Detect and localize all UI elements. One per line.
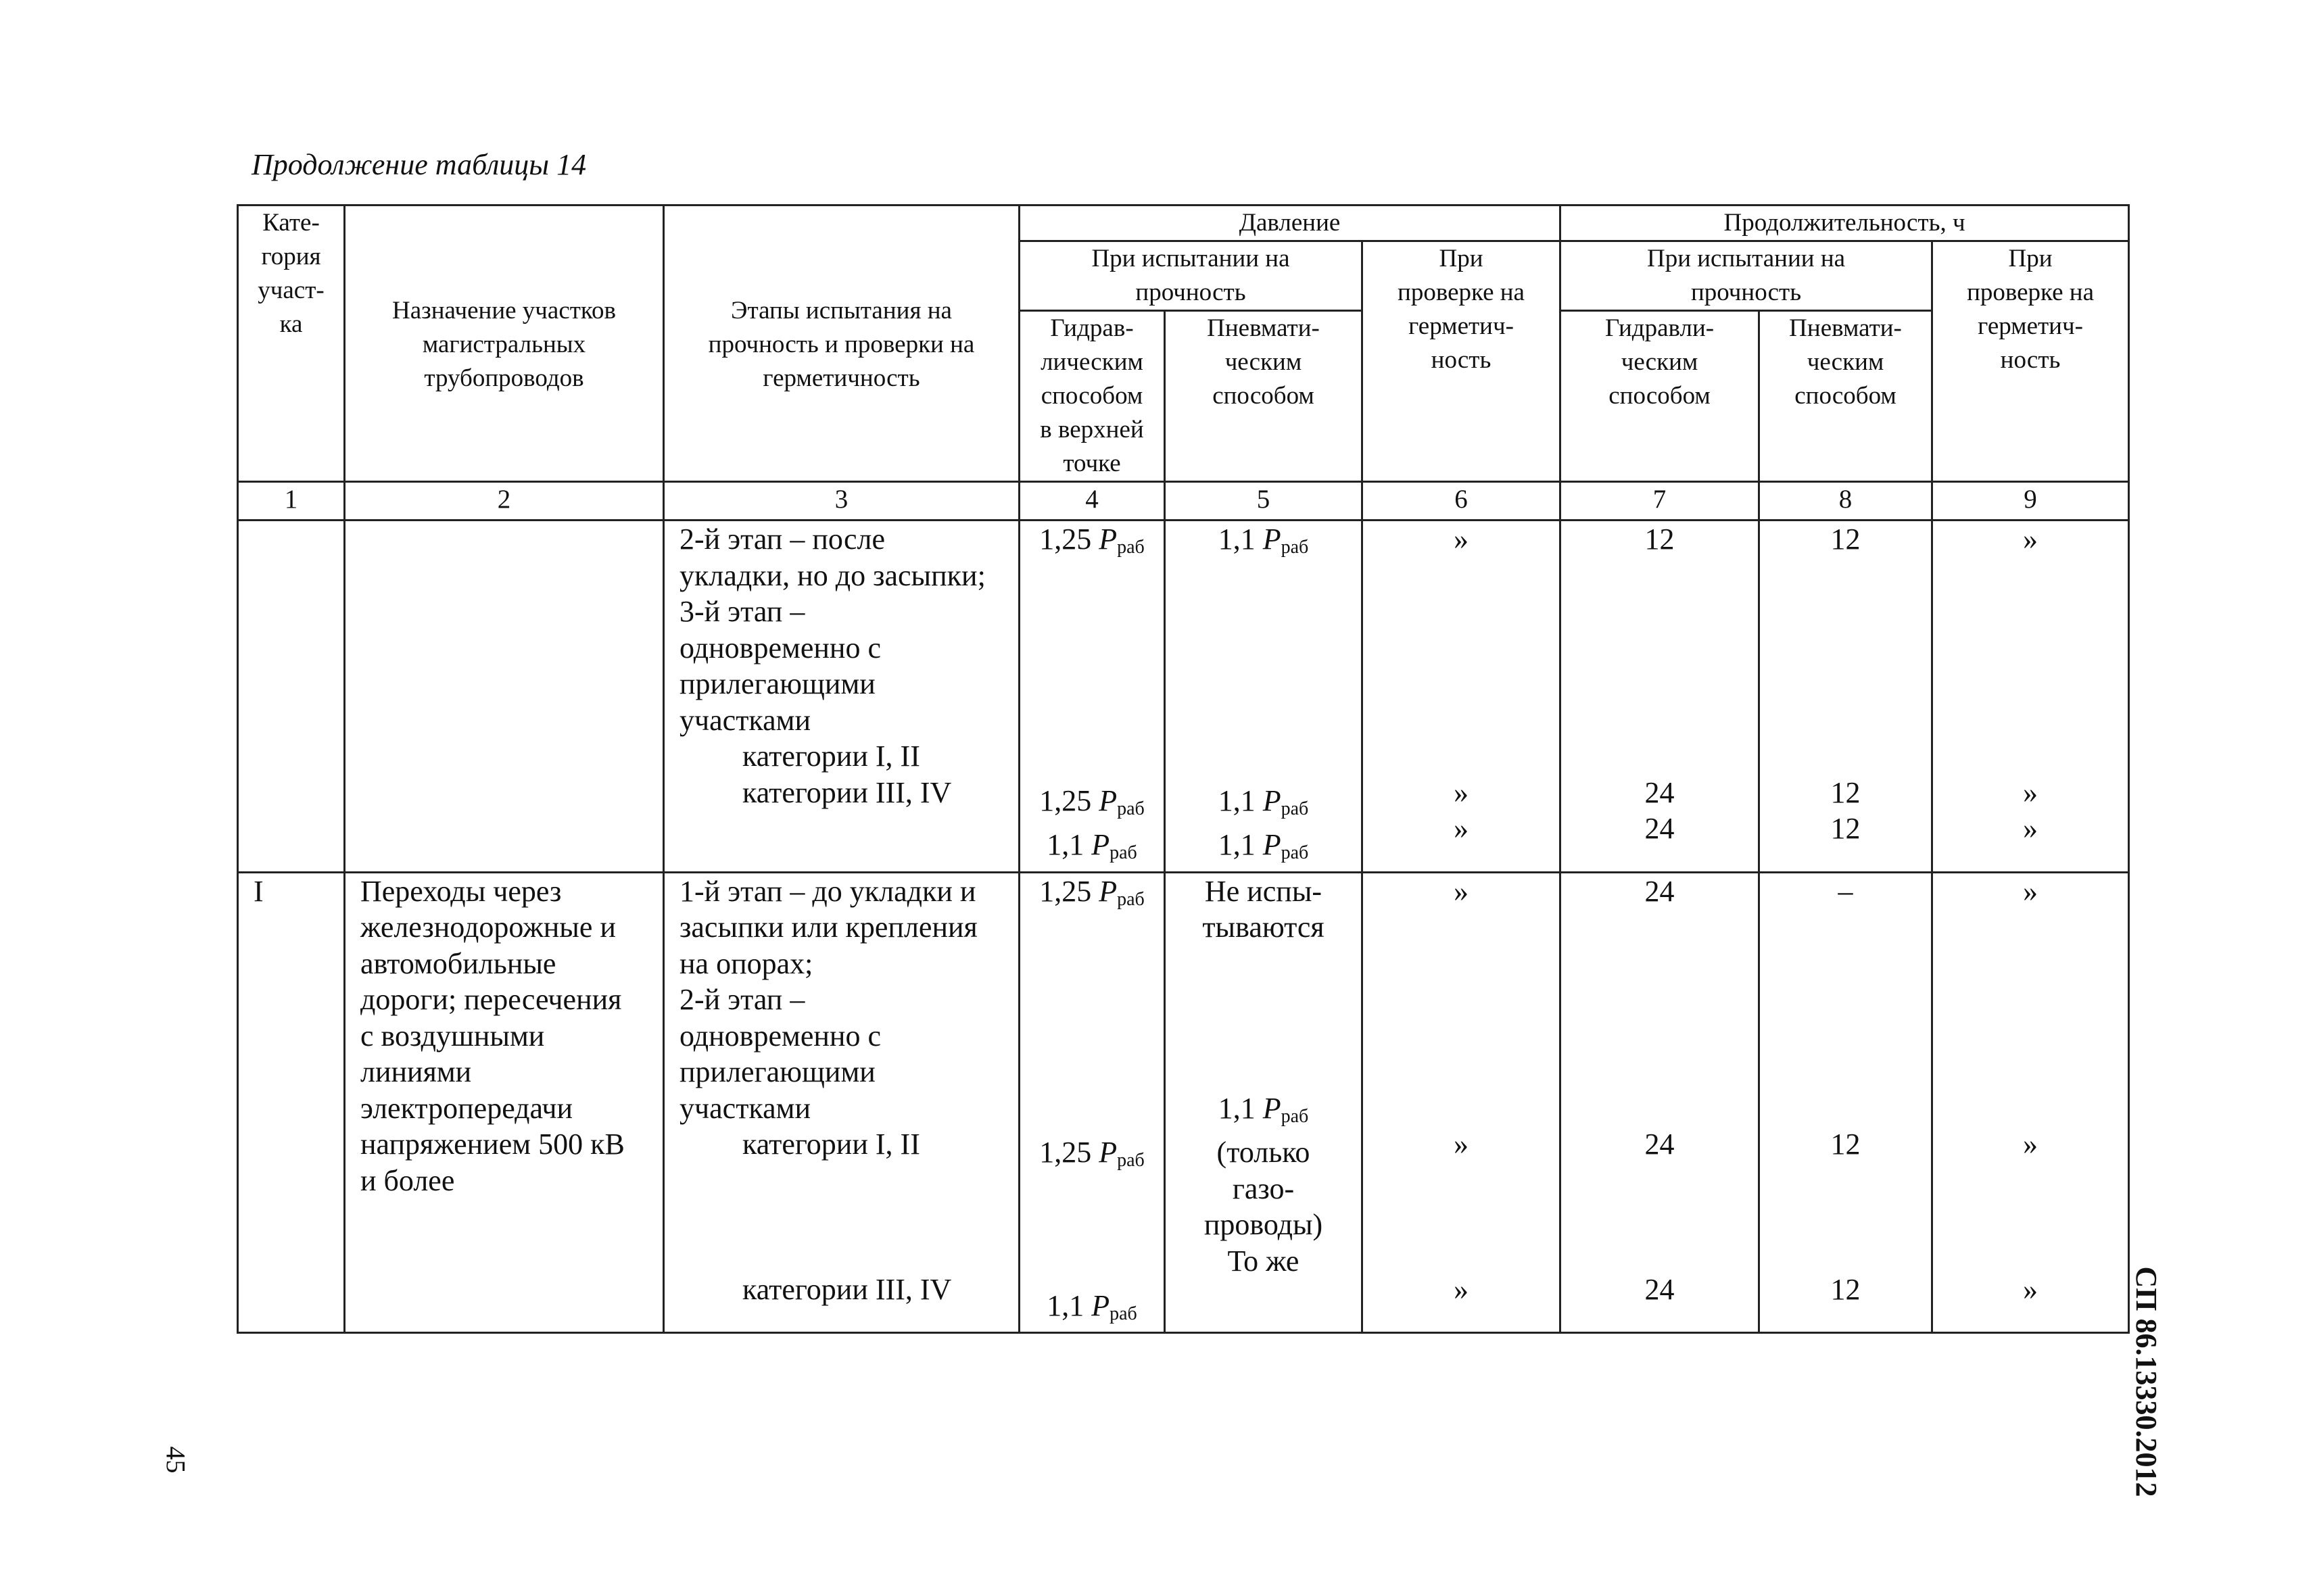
header-purpose: Назначение участков магистральных трубопроводов [345, 205, 664, 482]
cell-d-hydraulic: 24 24 24 [1560, 872, 1759, 1333]
header-duration-tightness: При проверке на герметич- ность [1932, 241, 2129, 482]
col-num: 6 [1362, 482, 1560, 521]
test-table [237, 204, 2130, 1334]
page-number: 45 [160, 1446, 191, 1474]
cell-p-hydraulic: 1,25 $P_{раб}$ 1,25 $P_{раб}$ 1,1 $P_{раб}$ [1020, 872, 1165, 1333]
col-num: 8 [1759, 482, 1932, 521]
cell-d-hydraulic: 12 24 24 [1560, 521, 1759, 873]
cell-stages: 1-й этап – до укладки и засыпки или крепления на опорах; 2-й этап – одновременно с прилегающими участками категории I, II категории III, IV [664, 872, 1020, 1333]
table-caption: Продолжение таблицы 14 [252, 148, 587, 181]
cell-stages: 2-й этап – после укладки, но до засыпки; 3-й этап – одновременно с прилегающими участками категории I, II категории III, IV [664, 521, 1020, 873]
header-duration-pneumatic: Пневмати- ческим способом [1759, 311, 1932, 482]
col-num: 3 [664, 482, 1020, 521]
col-num: 5 [1165, 482, 1362, 521]
cell-p-tightness: » » » [1362, 872, 1560, 1333]
header-category: Кате- гория участ- ка [238, 205, 345, 482]
col-num: 2 [345, 482, 664, 521]
cell-d-pneumatic: – 12 12 [1759, 872, 1932, 1333]
cell-purpose: Переходы через железнодорожные и автомобильные дороги; пересечения с воздушными линиями электропередачи напряжением 500 кВ и более [345, 872, 664, 1333]
cell-category [238, 521, 345, 873]
col-num: 9 [1932, 482, 2129, 521]
col-num: 4 [1020, 482, 1165, 521]
cell-p-pneumatic: Не испы- тываются 1,1 $P_{раб}$ (только газо- проводы) То же [1165, 872, 1362, 1333]
cell-purpose [345, 521, 664, 873]
table-row [238, 521, 2129, 873]
cell-d-pneumatic: 12 12 12 [1759, 521, 1932, 873]
header-pressure: Давление [1020, 205, 1560, 241]
document-code: СП 86.13330.2012 [2130, 1266, 2163, 1497]
table-row [238, 872, 2129, 1333]
cell-category: I [238, 872, 345, 1333]
column-number-row [238, 482, 2129, 521]
header-pressure-tightness: При проверке на герметич- ность [1362, 241, 1560, 482]
header-pneumatic: Пневмати- ческим способом [1165, 311, 1362, 482]
header-stages: Этапы испытания на прочность и проверки на герметичность [664, 205, 1020, 482]
header-duration-hydraulic: Гидравли- ческим способом [1560, 311, 1759, 482]
col-num: 7 [1560, 482, 1759, 521]
cell-d-tightness: » » » [1932, 872, 2129, 1333]
header-pressure-strength: При испытании на прочность [1020, 241, 1362, 311]
cell-p-tightness: » » » [1362, 521, 1560, 873]
cell-p-pneumatic: 1,1 $P_{раб}$ 1,1 $P_{раб}$ 1,1 $P_{раб}$ [1165, 521, 1362, 873]
cell-d-tightness: » » » [1932, 521, 2129, 873]
col-num: 1 [238, 482, 345, 521]
header-hydraulic-top: Гидрав- лическим способом в верхней точке [1020, 311, 1165, 482]
cell-p-hydraulic: 1,25 $P_{раб}$ 1,25 $P_{раб}$ 1,1 $P_{раб}$ [1020, 521, 1165, 873]
header-duration: Продолжительность, ч [1560, 205, 2129, 241]
header-duration-strength: При испытании на прочность [1560, 241, 1932, 311]
